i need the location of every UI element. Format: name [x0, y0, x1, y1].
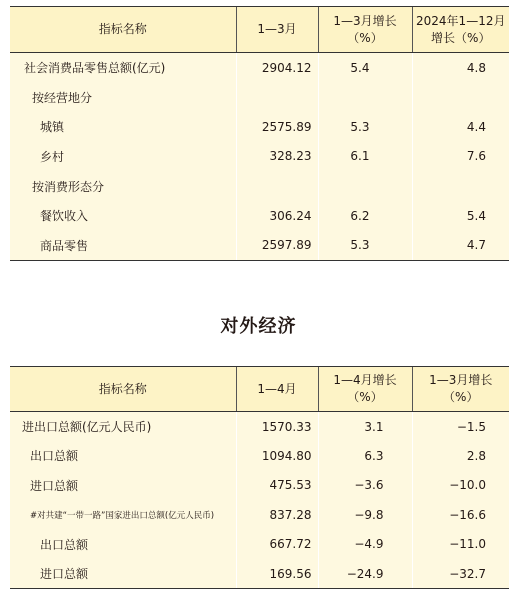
row-label: 按消费形态分: [32, 179, 105, 194]
retail-sales-table: [10, 6, 509, 261]
header-jan-mar-growth: 1—3月增长 （%）: [412, 367, 509, 412]
row-label: 进出口总额(亿元人民币): [22, 420, 152, 434]
table-row: [10, 53, 509, 83]
value-growth: 6.3: [318, 441, 412, 471]
table-row: [10, 441, 509, 471]
value-jan-mar: 306.24: [236, 201, 318, 231]
value-growth: −3.6: [318, 471, 412, 501]
value-jan-mar: 328.23: [236, 142, 318, 172]
table-row: [10, 171, 509, 201]
header-jan-apr: 1—4月: [236, 367, 318, 412]
value-growth: 6.2: [318, 201, 412, 231]
value-jan-apr: 475.53: [236, 471, 318, 501]
table-row: [10, 112, 509, 142]
value-growth: 6.1: [318, 142, 412, 172]
row-label: 出口总额: [30, 449, 79, 464]
header-jan-mar-growth: 1—3月增长 （%）: [318, 7, 412, 53]
value-prev-growth: 2.8: [412, 441, 509, 471]
value-growth: [318, 82, 412, 112]
row-label: 乡村: [40, 149, 65, 164]
value-prev-growth: −16.6: [412, 500, 509, 530]
row-label: 按经营地分: [32, 90, 93, 105]
header-2024-growth: 2024年1—12月 增长（%）: [412, 7, 509, 53]
table-row: [10, 500, 509, 530]
value-growth: −9.8: [318, 500, 412, 530]
value-prev-growth: −32.7: [412, 559, 509, 589]
row-label: #对共建“一带一路”国家进出口总额(亿元人民币): [30, 510, 215, 521]
value-jan-mar: [236, 171, 318, 201]
value-prev-growth: −10.0: [412, 471, 509, 501]
value-prev-growth: 4.4: [412, 112, 509, 142]
table-header-row: [10, 367, 509, 412]
value-prev-growth: [412, 82, 509, 112]
header-jan-mar: 1—3月: [236, 7, 318, 53]
value-prev-growth: 4.8: [412, 53, 509, 83]
value-prev-growth: 4.7: [412, 231, 509, 261]
row-label: 出口总额: [40, 537, 89, 552]
value-prev-growth: 5.4: [412, 201, 509, 231]
value-jan-apr: 1094.80: [236, 441, 318, 471]
value-jan-mar: 2597.89: [236, 231, 318, 261]
value-prev-growth: −1.5: [412, 412, 509, 442]
table-row: [10, 82, 509, 112]
table-row: [10, 471, 509, 501]
row-label: 商品零售: [10, 231, 236, 261]
value-prev-growth: [412, 171, 509, 201]
value-prev-growth: −11.0: [412, 530, 509, 560]
value-jan-apr: 169.56: [236, 559, 318, 589]
value-growth: 5.3: [318, 231, 412, 261]
table-row: [10, 530, 509, 560]
value-growth: 3.1: [318, 412, 412, 442]
value-prev-growth: 7.6: [412, 142, 509, 172]
row-label: 进口总额: [10, 559, 236, 589]
header-indicator-name: 指标名称: [10, 367, 236, 412]
value-growth: −24.9: [318, 559, 412, 589]
value-jan-mar: 2904.12: [236, 53, 318, 83]
value-growth: [318, 171, 412, 201]
table-row: [10, 412, 509, 442]
table-row: [10, 201, 509, 231]
table-row: [10, 559, 509, 589]
value-growth: 5.3: [318, 112, 412, 142]
row-label: 餐饮收入: [40, 209, 89, 224]
table-row: [10, 231, 509, 261]
row-label: 进口总额: [30, 478, 79, 493]
value-growth: 5.4: [318, 53, 412, 83]
section-title: 对外经济: [220, 316, 297, 337]
table-row: [10, 142, 509, 172]
header-jan-apr-growth: 1—4月增长 （%）: [318, 367, 412, 412]
table-header-row: [10, 7, 509, 53]
header-indicator-name: 指标名称: [10, 7, 236, 53]
value-growth: −4.9: [318, 530, 412, 560]
value-jan-apr: 667.72: [236, 530, 318, 560]
value-jan-apr: 1570.33: [236, 412, 318, 442]
foreign-trade-table: [10, 366, 509, 589]
value-jan-mar: [236, 82, 318, 112]
value-jan-mar: 2575.89: [236, 112, 318, 142]
value-jan-apr: 837.28: [236, 500, 318, 530]
row-label: 社会消费品零售总额(亿元): [24, 61, 166, 76]
row-label: 城镇: [40, 120, 65, 135]
